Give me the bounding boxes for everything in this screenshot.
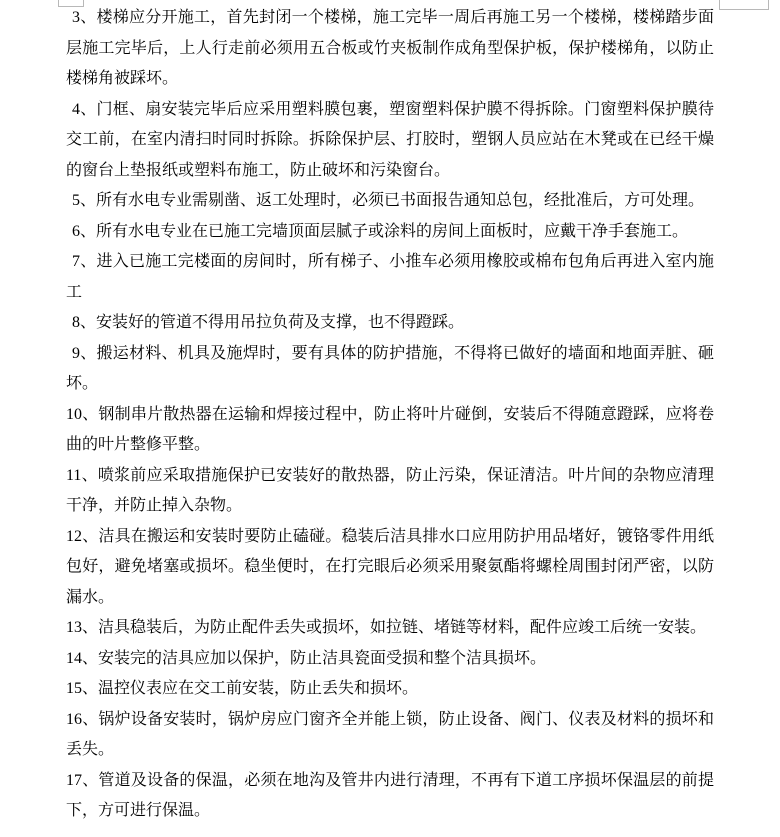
document-line: 15、温控仪表应在交工前安装，防止丢失和损坏。 (66, 680, 419, 697)
document-line: 17、管道及设备的保温，必须在地沟及管井内进行清理，不再有下道工序损坏保温层的前提 (66, 771, 714, 789)
document-line: 下，方可进行保温。 (66, 802, 211, 819)
document-line: 16、锅炉设备安装时，锅炉房应门窗齐全并能上锁，防止设备、阀门、仪表及材料的损坏和 (66, 710, 714, 728)
document-line: 11、喷浆前应采取措施保护已安装好的散热器，防止污染，保证清洁。叶片间的杂物应清理 (66, 466, 714, 484)
document-line: 的窗台上垫报纸或塑料布施工，防止破坏和污染窗台。 (66, 161, 451, 179)
document-line: 曲的叶片整修平整。 (66, 436, 211, 453)
clipped-frame-fragment-right (719, 0, 769, 10)
document-line: 4、门框、扇安装完毕后应采用塑料膜包裹，塑窗塑料保护膜不得拆除。门窗塑料保护膜待 (72, 100, 714, 118)
document-line: 3、楼梯应分开施工，首先封闭一个楼梯，施工完毕一周后再施工另一个楼梯，楼梯踏步面 (72, 9, 714, 26)
document-line: 13、洁具稳装后，为防止配件丢失或损坏，如拉链、堵链等材料，配件应竣工后统一安装。 (66, 619, 707, 636)
document-line: 8、安装好的管道不得用吊拉负荷及支撑，也不得蹬踩。 (72, 314, 465, 331)
document-line: 包好，避免堵塞或损坏。稳坐便时，在打完眼后必须采用聚氨酯将螺栓周围封闭严密，以防 (66, 558, 714, 575)
document-line: 坏。 (66, 375, 99, 392)
document-line: 层施工完毕后，上人行走前必须用五合板或竹夹板制作成角型保护板，保护楼梯角，以防止 (66, 39, 714, 57)
document-line: 交工前，在室内清扫时同时拆除。拆除保护层、打胶时，塑钢人员应站在木凳或在已经干燥 (66, 131, 714, 148)
document-line: 干净，并防止掉入杂物。 (66, 497, 243, 514)
document-line: 漏水。 (66, 588, 115, 606)
document-body (66, 3, 714, 827)
document-line: 12、洁具在搬运和安装时要防止磕碰。稳装后洁具排水口应用防护用品堵好，镀铬零件用纸 (66, 527, 714, 545)
document-line: 5、所有水电专业需剔凿、返工处理时，必须已书面报告通知总包，经批准后，方可处理。 (72, 192, 705, 209)
document-line: 9、搬运材料、机具及施焊时，要有具体的防护措施，不得将已做好的墙面和地面弄脏、砸 (72, 344, 714, 362)
document-line: 10、钢制串片散热器在运输和焊接过程中，防止将叶片碰倒，安装后不得随意蹬踩，应将卷 (66, 405, 714, 423)
document-line: 6、所有水电专业在已施工完墙顶面层腻子或涂料的房间上面板时，应戴干净手套施工。 (72, 222, 689, 240)
document-line: 14、安装完的洁具应加以保护，防止洁具瓷面受损和整个洁具损坏。 (66, 649, 547, 667)
document-line: 丢失。 (66, 741, 115, 758)
document-line: 楼梯角被踩坏。 (66, 70, 179, 87)
document-line: 7、进入已施工完楼面的房间时，所有梯子、小推车必须用橡胶或棉布包角后再进入室内施 (72, 253, 714, 270)
document-line: 工 (66, 283, 83, 301)
